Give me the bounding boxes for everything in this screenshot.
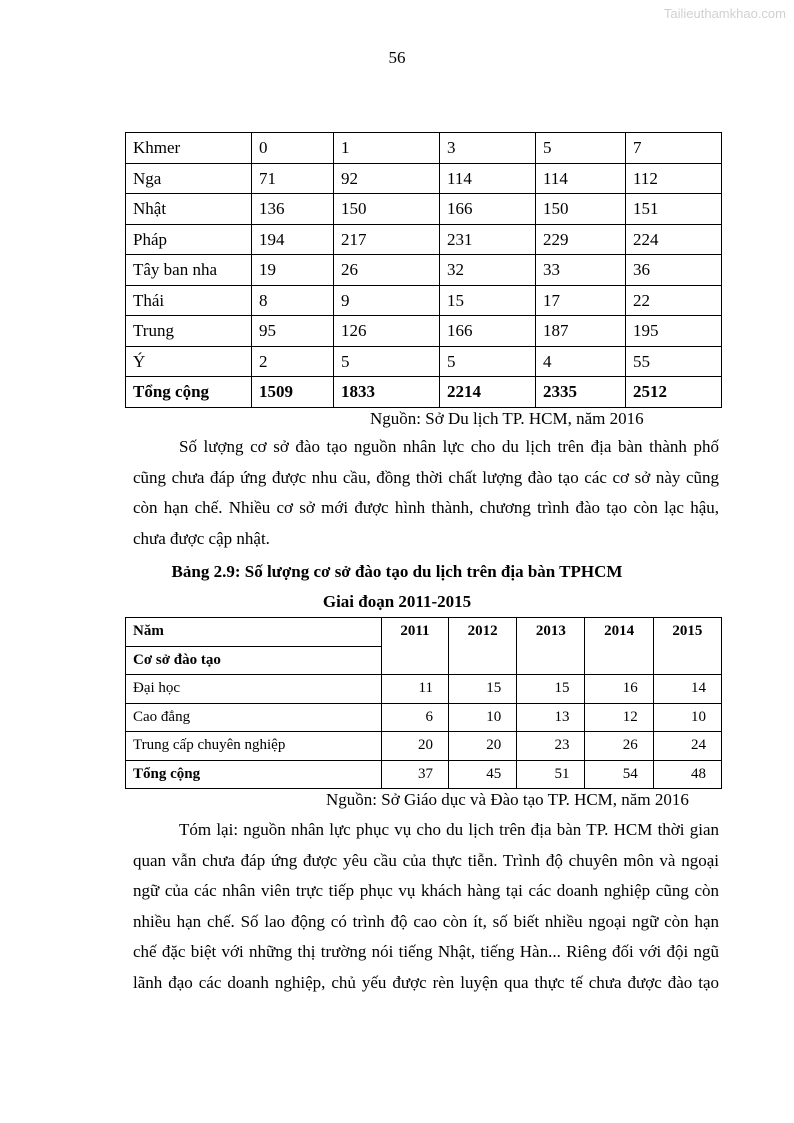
table-cell: 136 — [252, 194, 334, 225]
table-cell: 231 — [440, 224, 536, 255]
table-cell: Nhật — [126, 194, 252, 225]
table-cell: 217 — [334, 224, 440, 255]
text-line: cũng chưa đáp ứng được nhu cầu, đồng thời chất lượng đào tạo các cơ sở này cũng — [133, 467, 719, 487]
table-cell: 10 — [653, 703, 721, 732]
header-label-year: Năm — [126, 618, 382, 647]
table-source-note: Nguồn: Sở Giáo dục và Đào tạo TP. HCM, năm 2016 — [326, 790, 689, 809]
table-cell: 0 — [252, 133, 334, 164]
table-cell: 26 — [334, 255, 440, 286]
table-cell: 2512 — [626, 377, 722, 408]
table-cell: 2335 — [536, 377, 626, 408]
table-cell: 36 — [626, 255, 722, 286]
table-cell: 24 — [653, 732, 721, 761]
header-label-institution: Cơ sở đào tạo — [126, 646, 382, 675]
year-header: 2014 — [585, 618, 653, 675]
table-cell: Khmer — [126, 133, 252, 164]
table-cell: 54 — [585, 760, 653, 789]
table-cell: Nga — [126, 163, 252, 194]
language-visitors-table — [125, 132, 722, 408]
table-row — [126, 133, 722, 164]
table-row — [126, 316, 722, 347]
table-row — [126, 194, 722, 225]
table-cell: 19 — [252, 255, 334, 286]
table-cell: 51 — [517, 760, 585, 789]
table-cell: 5 — [536, 133, 626, 164]
table-cell: 10 — [448, 703, 516, 732]
table-row — [126, 346, 722, 377]
table-cell: Pháp — [126, 224, 252, 255]
table-caption: Bảng 2.9: Số lượng cơ sở đào tạo du lịch trên địa bàn TPHCM — [171, 562, 623, 581]
table-cell: 15 — [448, 675, 516, 704]
table-cell: 17 — [536, 285, 626, 316]
table-cell: 45 — [448, 760, 516, 789]
table-cell: 33 — [536, 255, 626, 286]
table-cell: 166 — [440, 194, 536, 225]
table-cell: 20 — [382, 732, 449, 761]
text-line: chế đặc biệt với những thị trường nói tiếng Nhật, tiếng Hàn... Riêng đối với đội ngũ — [133, 942, 719, 962]
text-line: Tóm lại: nguồn nhân lực phục vụ cho du lịch trên địa bàn TP. HCM thời gian — [179, 820, 719, 839]
page-number: 56 — [388, 48, 406, 67]
table-cell: 13 — [517, 703, 585, 732]
table-cell: Ý — [126, 346, 252, 377]
table-row — [126, 224, 722, 255]
table-cell: 15 — [517, 675, 585, 704]
text-line: nhiều hạn chế. Số lao động có trình độ cao còn ít, số biết nhiều ngoại ngữ còn hạn — [133, 911, 719, 931]
table-cell: 16 — [585, 675, 653, 704]
table-cell: 151 — [626, 194, 722, 225]
table-cell: 48 — [653, 760, 721, 789]
table-cell: 166 — [440, 316, 536, 347]
table-total-row — [126, 760, 722, 789]
table-cell: Tổng cộng — [126, 377, 252, 408]
table-cell: 71 — [252, 163, 334, 194]
table-cell: 12 — [585, 703, 653, 732]
text-line: chưa được cập nhật. — [133, 528, 270, 548]
text-line: quan vẫn chưa đáp ứng được yêu cầu của thực tiễn. Trình độ chuyên môn và ngoại — [133, 850, 719, 870]
row-label: Tổng cộng — [126, 760, 382, 789]
table-cell: 112 — [626, 163, 722, 194]
row-label: Đại học — [126, 675, 382, 704]
year-header: 2013 — [517, 618, 585, 675]
table-cell: 8 — [252, 285, 334, 316]
year-header: 2011 — [382, 618, 449, 675]
table-cell: 1833 — [334, 377, 440, 408]
table-total-row — [126, 377, 722, 408]
table-cell: 23 — [517, 732, 585, 761]
table-source-note: Nguồn: Sở Du lịch TP. HCM, năm 2016 — [370, 409, 644, 428]
text-line: Số lượng cơ sở đào tạo nguồn nhân lực cho du lịch trên địa bàn thành phố — [179, 437, 719, 456]
table-cell: 95 — [252, 316, 334, 347]
table-cell: 150 — [536, 194, 626, 225]
table-row — [126, 732, 722, 761]
table-cell: 32 — [440, 255, 536, 286]
table-row — [126, 675, 722, 704]
table-cell: 187 — [536, 316, 626, 347]
table-cell: 1 — [334, 133, 440, 164]
table-cell: 114 — [536, 163, 626, 194]
text-line: còn hạn chế. Nhiều cơ sở mới được hình thành, chương trình đào tạo còn lạc hậu, — [133, 498, 719, 518]
table-cell: 3 — [440, 133, 536, 164]
table-cell: Thái — [126, 285, 252, 316]
text-line: lãnh đạo các doanh nghiệp, chủ yếu được rèn luyện qua thực tế chưa được đào tạo — [133, 972, 719, 992]
row-label: Cao đẳng — [126, 703, 382, 732]
table-row — [126, 703, 722, 732]
table-row — [126, 285, 722, 316]
table-cell: 14 — [653, 675, 721, 704]
table-cell: Trung — [126, 316, 252, 347]
table-cell: 1509 — [252, 377, 334, 408]
table-cell: 22 — [626, 285, 722, 316]
table-row — [126, 255, 722, 286]
table-cell: 229 — [536, 224, 626, 255]
table-cell: Tây ban nha — [126, 255, 252, 286]
table-cell: 7 — [626, 133, 722, 164]
paragraph — [133, 815, 719, 999]
table-cell: 11 — [382, 675, 449, 704]
paragraph — [133, 432, 719, 554]
table-cell: 224 — [626, 224, 722, 255]
table-cell: 26 — [585, 732, 653, 761]
table-cell: 114 — [440, 163, 536, 194]
table-cell: 15 — [440, 285, 536, 316]
table-row — [126, 163, 722, 194]
table-cell: 126 — [334, 316, 440, 347]
table-cell: 2214 — [440, 377, 536, 408]
table-cell: 20 — [448, 732, 516, 761]
table-cell: 5 — [334, 346, 440, 377]
table-cell: 6 — [382, 703, 449, 732]
training-institutions-table — [125, 617, 722, 789]
year-header: 2012 — [448, 618, 516, 675]
table-header-row — [126, 618, 722, 647]
table-cell: 2 — [252, 346, 334, 377]
table-cell: 150 — [334, 194, 440, 225]
table-cell: 195 — [626, 316, 722, 347]
table-caption-subtitle: Giai đoạn 2011-2015 — [322, 592, 472, 611]
year-header: 2015 — [653, 618, 721, 675]
row-label: Trung cấp chuyên nghiệp — [126, 732, 382, 761]
table-cell: 4 — [536, 346, 626, 377]
watermark: Tailieuthamkhao.com — [663, 6, 786, 21]
table-cell: 92 — [334, 163, 440, 194]
table-cell: 5 — [440, 346, 536, 377]
table-cell: 55 — [626, 346, 722, 377]
table-cell: 9 — [334, 285, 440, 316]
table-cell: 37 — [382, 760, 449, 789]
text-line: ngữ của các nhân viên trực tiếp phục vụ khách hàng tại các doanh nghiệp cũng còn — [133, 881, 719, 901]
table-cell: 194 — [252, 224, 334, 255]
